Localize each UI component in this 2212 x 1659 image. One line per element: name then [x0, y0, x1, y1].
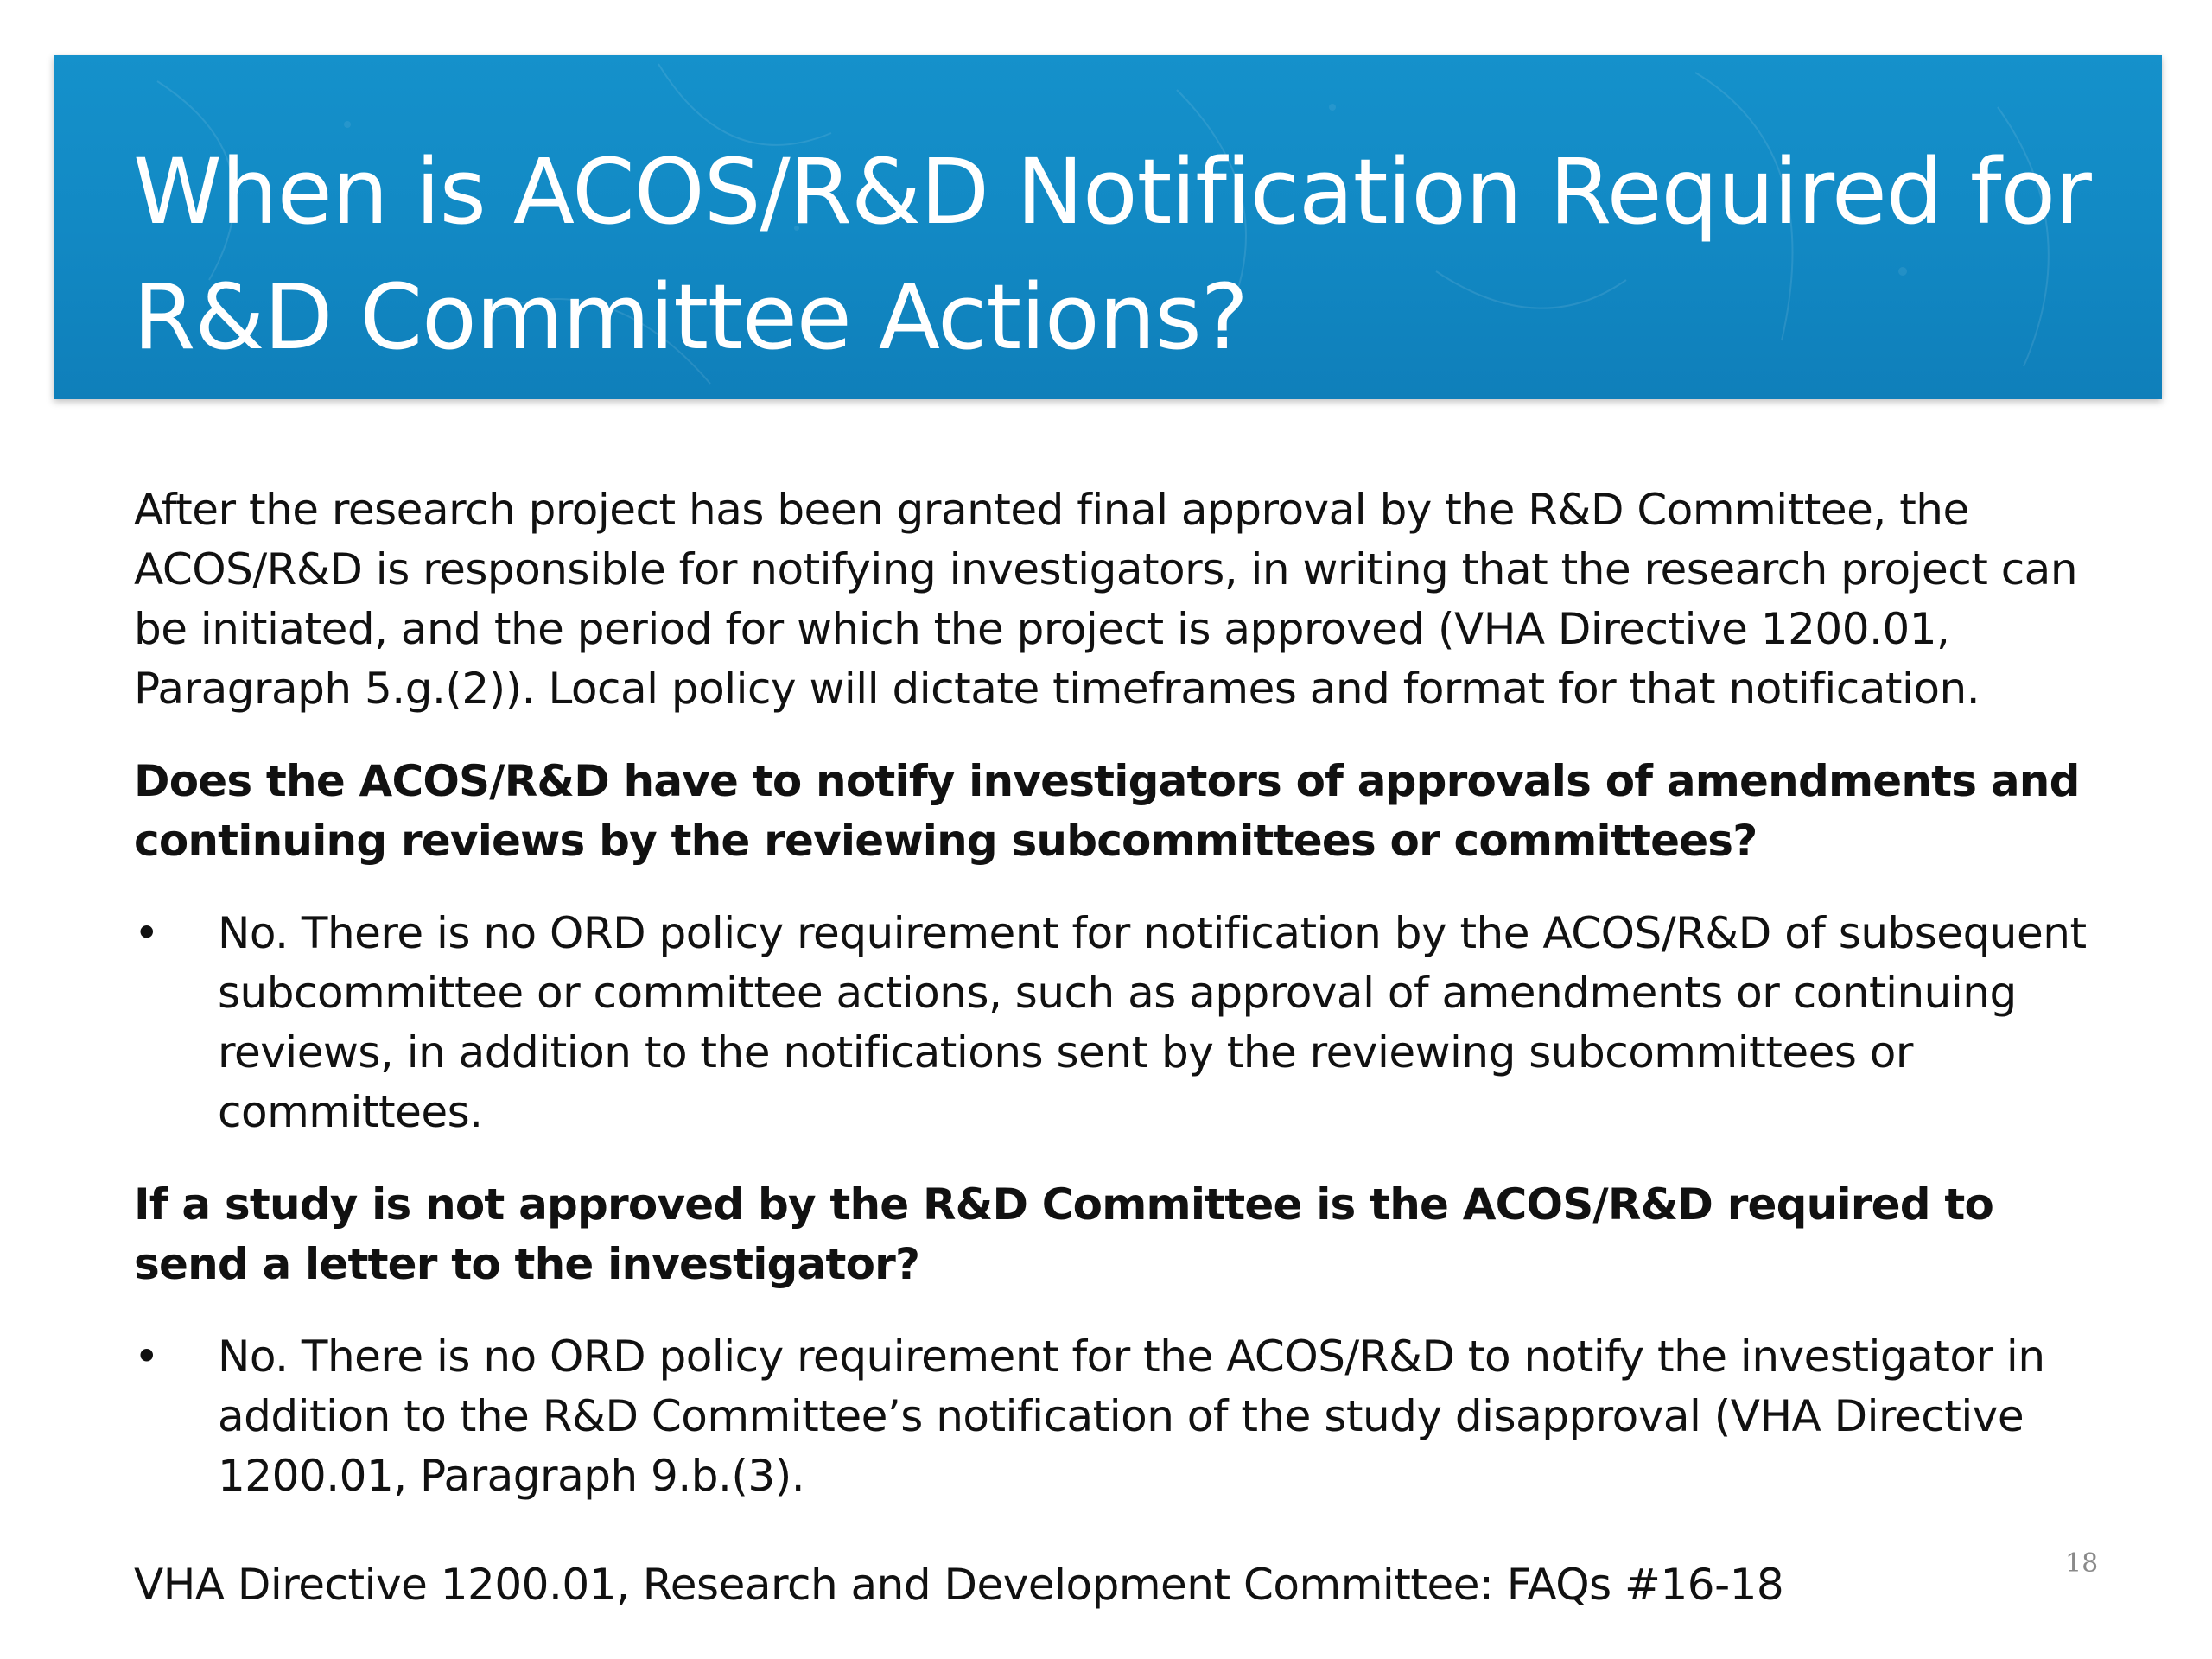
page-number: 18	[2065, 1548, 2099, 1579]
bullet-icon: •	[134, 1332, 160, 1382]
footer-reference: VHA Directive 1200.01, Research and Development Committee: FAQs #16-18	[134, 1560, 1784, 1610]
faq-answer-2	[134, 1327, 2121, 1506]
faq-answer-text: No. There is no ORD policy requirement for notification by the ACOS/R&D of subsequent subcommittee or committee actions, such as approval of amendments or continuing reviews, in addition to the notifications sent by the reviewing subcommittees or committees.	[218, 908, 2087, 1137]
slide-content	[134, 480, 2121, 1506]
faq-answer-text: No. There is no ORD policy requirement for the ACOS/R&D to notify the investigator in addition to the R&D Committee’s notification of the study disapproval (VHA Directive 1200.01, Paragraph 9.b.(3).	[218, 1332, 2045, 1501]
bullet-icon: •	[134, 908, 160, 958]
intro-paragraph: After the research project has been granted final approval by the R&D Committee, the ACOS/R&D is responsible for notifying investigators, in writing that the research project can be initiated, and the period for which the project is approved (VHA Directive 1200.01, Paragraph 5.g.(2)). Local policy will dictate timeframes and format for that notification.	[134, 485, 2078, 714]
faq-question-2: If a study is not approved by the R&D Committee is the ACOS/R&D required to send a letter to the investigator?	[134, 1179, 1994, 1289]
title-banner	[54, 55, 2162, 399]
faq-question-1: Does the ACOS/R&D have to notify investigators of approvals of amendments and continuing reviews by the reviewing subcommittees or committees?	[134, 756, 2080, 866]
faq-answer-1	[134, 904, 2121, 1142]
slide-title: When is ACOS/R&D Notification Required for R&D Committee Actions?	[133, 139, 2091, 370]
